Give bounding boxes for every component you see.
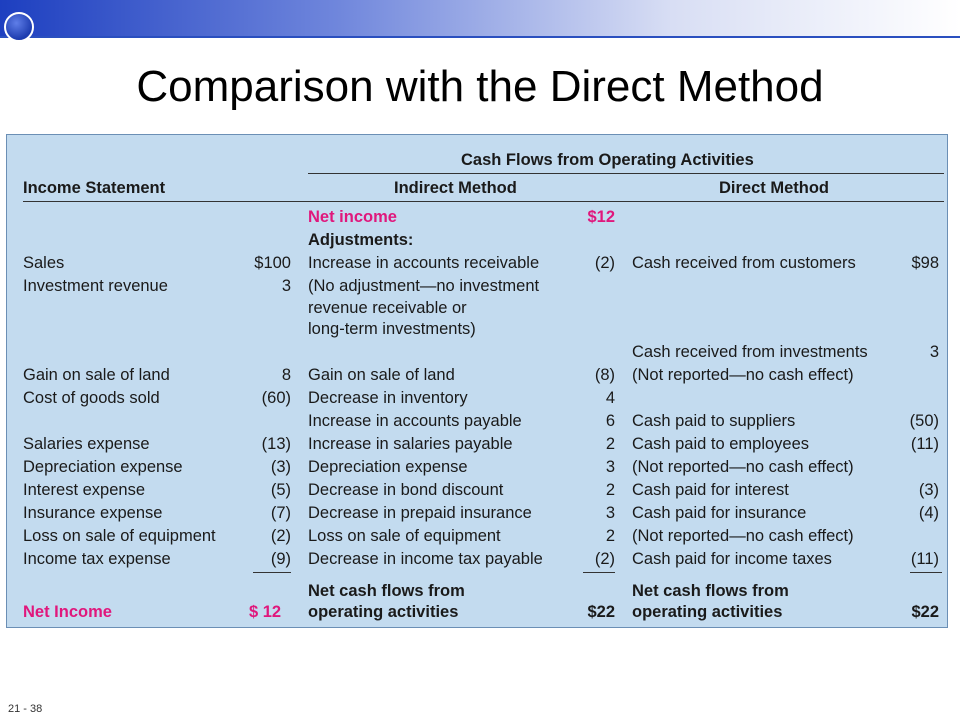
indirect-net-income-label: Net income bbox=[308, 208, 397, 226]
indirect-total-value: $22 bbox=[587, 603, 615, 621]
indirect-item-label: revenue receivable or bbox=[308, 299, 467, 317]
title-bar-rule bbox=[0, 36, 960, 38]
is-value: $100 bbox=[254, 254, 291, 272]
indirect-item-value: 3 bbox=[605, 458, 615, 476]
indirect-net-income-value: $12 bbox=[587, 208, 615, 226]
indirect-item-value: 2 bbox=[605, 435, 615, 453]
direct-item-label: Cash paid for income taxes bbox=[632, 550, 832, 568]
direct-total-value: $22 bbox=[911, 603, 939, 621]
is-label: Sales bbox=[23, 254, 65, 272]
slide-number: 21 - 38 bbox=[8, 703, 43, 715]
direct-item-value: $98 bbox=[911, 254, 939, 272]
indirect-item-value: (2) bbox=[594, 550, 615, 568]
is-value: (9) bbox=[270, 550, 291, 568]
direct-item-value: (3) bbox=[918, 481, 939, 499]
indirect-item-label: Depreciation expense bbox=[308, 458, 468, 476]
direct-total-rule bbox=[910, 572, 942, 573]
indirect-item-label: long-term investments) bbox=[308, 320, 476, 338]
direct-item-label: (Not reported—no cash effect) bbox=[632, 458, 854, 476]
indirect-method-header: Indirect Method bbox=[394, 179, 517, 197]
decorative-circle-icon bbox=[4, 12, 34, 42]
comparison-table bbox=[6, 134, 948, 628]
is-label: Loss on sale of equipment bbox=[23, 527, 216, 545]
direct-item-label: (Not reported—no cash effect) bbox=[632, 527, 854, 545]
indirect-item-value: (2) bbox=[594, 254, 615, 272]
indirect-item-label: Decrease in prepaid insurance bbox=[308, 504, 532, 522]
header-rule bbox=[308, 173, 944, 174]
is-label: Gain on sale of land bbox=[23, 366, 170, 384]
direct-item-value: (11) bbox=[910, 550, 939, 568]
is-value: (7) bbox=[270, 504, 291, 522]
direct-item-label: Cash paid for insurance bbox=[632, 504, 807, 522]
is-net-income-value: $ 12 bbox=[249, 603, 282, 621]
indirect-total-label: Net cash flows from bbox=[308, 582, 465, 600]
is-label: Interest expense bbox=[23, 481, 145, 499]
direct-item-label: Cash received from investments bbox=[632, 343, 868, 361]
is-value: 3 bbox=[281, 277, 291, 295]
indirect-item-label: Increase in salaries payable bbox=[308, 435, 513, 453]
is-label: Income tax expense bbox=[23, 550, 171, 568]
direct-item-label: Cash paid for interest bbox=[632, 481, 789, 499]
direct-item-value: (11) bbox=[910, 435, 939, 453]
direct-item-label: (Not reported—no cash effect) bbox=[632, 366, 854, 384]
indirect-item-value: 2 bbox=[605, 527, 615, 545]
direct-item-label: Cash paid to suppliers bbox=[632, 412, 796, 430]
indirect-item-label: Loss on sale of equipment bbox=[308, 527, 501, 545]
column-header-rule bbox=[23, 201, 944, 202]
indirect-item-label: Increase in accounts payable bbox=[308, 412, 522, 430]
indirect-item-label: Decrease in income tax payable bbox=[308, 550, 543, 568]
indirect-item-label: Increase in accounts receivable bbox=[308, 254, 540, 272]
direct-item-value: 3 bbox=[929, 343, 939, 361]
is-label: Depreciation expense bbox=[23, 458, 183, 476]
indirect-item-value: (8) bbox=[594, 366, 615, 384]
indirect-item-label: (No adjustment—no investment bbox=[308, 277, 540, 295]
indirect-item-value: 3 bbox=[605, 504, 615, 522]
is-label: Investment revenue bbox=[23, 277, 168, 295]
is-label: Cost of goods sold bbox=[23, 389, 160, 407]
is-value: 8 bbox=[281, 366, 291, 384]
is-label: Salaries expense bbox=[23, 435, 150, 453]
is-value: (2) bbox=[270, 527, 291, 545]
direct-item-label: Cash received from customers bbox=[632, 254, 856, 272]
slide-title: Comparison with the Direct Method bbox=[136, 62, 824, 111]
direct-total-label: operating activities bbox=[632, 603, 783, 621]
cash-flows-header: Cash Flows from Operating Activities bbox=[461, 151, 754, 169]
direct-item-value: (50) bbox=[909, 412, 939, 430]
indirect-item-value: 6 bbox=[605, 412, 615, 430]
indirect-item-value: 4 bbox=[605, 389, 615, 407]
indirect-item-label: Gain on sale of land bbox=[308, 366, 455, 384]
is-value: (5) bbox=[270, 481, 291, 499]
title-bar-gradient bbox=[0, 0, 960, 37]
indirect-total-rule bbox=[583, 572, 615, 573]
indirect-item-label: Decrease in bond discount bbox=[308, 481, 504, 499]
direct-method-header: Direct Method bbox=[719, 179, 830, 197]
indirect-item-value: 2 bbox=[605, 481, 615, 499]
is-label: Insurance expense bbox=[23, 504, 163, 522]
indirect-total-label: operating activities bbox=[308, 603, 459, 621]
is-net-income-label: Net Income bbox=[23, 603, 112, 621]
direct-item-value: (4) bbox=[918, 504, 939, 522]
adjustments-label: Adjustments: bbox=[308, 231, 414, 249]
indirect-item-label: Decrease in inventory bbox=[308, 389, 468, 407]
is-value: (60) bbox=[261, 389, 291, 407]
direct-item-label: Cash paid to employees bbox=[632, 435, 810, 453]
direct-total-label: Net cash flows from bbox=[632, 582, 789, 600]
is-value: (13) bbox=[261, 435, 291, 453]
income-statement-header: Income Statement bbox=[23, 179, 166, 197]
is-total-rule bbox=[253, 572, 291, 573]
is-value: (3) bbox=[270, 458, 291, 476]
